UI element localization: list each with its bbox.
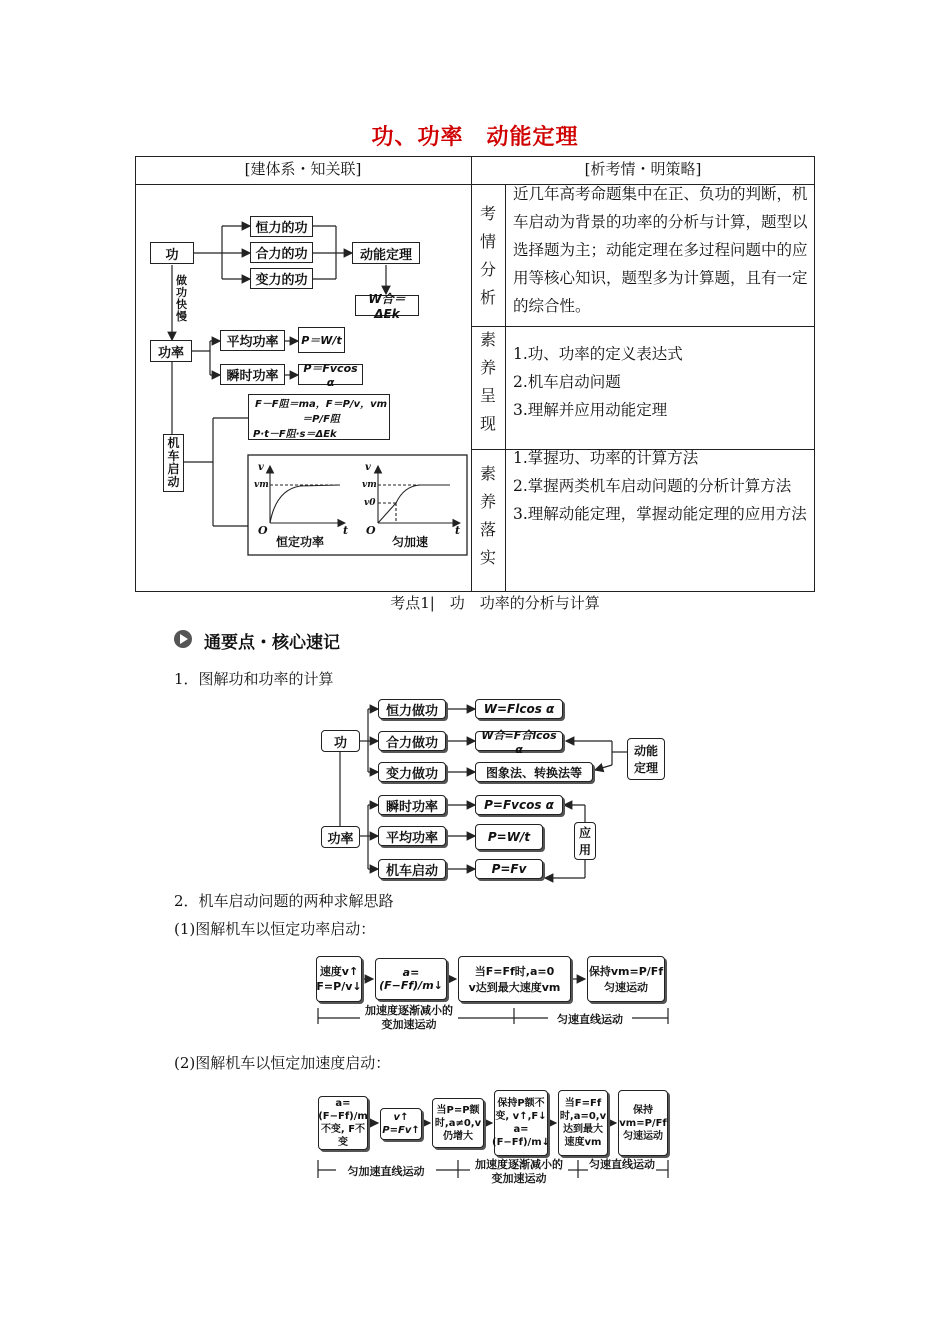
paragraph-3: (1)图解机车以恒定功率启动： [174,920,376,938]
paragraph-2: 2．机车启动问题的两种求解思路 [174,892,394,910]
list-item: 2.掌握两类机车启动问题的分析计算方法 [513,477,792,495]
net-work-equation: W合=F合lcos α [475,731,563,751]
work-node: 功 [321,730,360,752]
span-uniform: 匀速直线运动 [557,1013,623,1026]
graph1-axis-t: t [343,524,349,537]
graph1-vm: vm [254,480,269,490]
list-item: 1.功、功率的定义表达式 [513,345,683,363]
row-label-analysis: 考 情 分 析 [479,204,496,307]
graph2-vm: vm [362,480,377,490]
span-uniform-accel: 匀加速直线运动 [347,1165,425,1178]
graph2-origin: O [366,524,376,537]
graph2-axis-t: t [455,524,461,537]
uniform-motion-result: 匀速运动 [604,981,648,994]
locomotive-node: 机车启动 [163,434,184,492]
power-increase-node: v↑ P=Fv↑ [380,1108,422,1140]
graph1-origin: O [258,524,268,537]
graph2-axis-v: v [365,462,371,473]
loco-node: 机车启动 [378,859,446,879]
avg-power-equation: P=W/t [475,824,543,850]
const-work-equation: W=Flcos α [475,699,563,719]
theorem-node: 动能定理 [352,242,420,264]
list-item: 3.理解并应用动能定理 [513,401,668,419]
net-work-node: 合力做功 [378,731,446,751]
locomotive-eq-2: P·t－F阻·s＝ΔEk [253,428,337,440]
theorem-node: 动能定理 [627,738,665,780]
left-header: [建体系・知关联] [244,160,362,178]
rated-power-node: 当P=P额时,a≠0,v仍增大 [432,1098,484,1148]
span-uniform: 匀速直线运动 [589,1158,655,1171]
max-speed-condition: 当F=Ff时,a=0 [474,965,555,978]
power-node: 功率 [321,826,360,848]
var-work-node: 变力做功 [378,762,446,782]
loco-power-equation: P=Fv [475,859,543,879]
const-work-node: 恒力做功 [378,699,446,719]
uniform-motion-node: 保持vm=P/Ff 匀速运动 [618,1090,668,1156]
vertical-label: 做功快慢 [176,274,187,323]
analysis-text: 近几年高考命题集中在正、负功的判断，机车启动为背景的功率的分析与计算，题型以选择题为主；动能定理在多过程问题中的应用等核心知识，题型多为计算题，且有一定的综合性。 [513,185,808,315]
power-node: 功率 [150,340,192,362]
hold-rated-power-node: 保持P额不变, v↑,F↓ a=(F−Ff)/m↓ [494,1090,548,1156]
row-label-practice: 素 养 落 实 [479,464,496,567]
graph1-axis-v: v [258,462,264,473]
section-heading: 通要点・核心速记 [204,633,340,653]
inst-power-equation: P＝Fvcos α [298,364,363,385]
locomotive-eq-1: F－F阻＝ma，F＝P/v，vm＝P/F阻 [254,398,388,425]
var-force-work-node: 变力的功 [250,268,313,289]
avg-power-equation: P＝W/t [298,327,345,353]
inst-power-node: 瞬时功率 [378,795,446,815]
section-caption: 考点1| 功 功率的分析与计算 [390,594,600,612]
avg-power-node: 平均功率 [220,330,285,351]
apply-node: 应用 [574,822,596,860]
const-accel-node: a=(F−Ff)/m 不变, F不变 [318,1098,368,1148]
uniform-motion-condition: 保持vm=P/Ff [588,965,664,978]
list-item: 1.掌握功、功率的计算方法 [513,449,699,467]
list-item: 2.机车启动问题 [513,373,621,391]
paragraph-1: 1．图解功和功率的计算 [174,670,334,688]
span-decreasing-accel: 加速度逐渐减小的变加速运动 [365,1004,453,1031]
right-header: [析考情・明策略] [584,160,702,178]
list-item: 3.理解动能定理，掌握动能定理的应用方法 [513,505,807,523]
speed-force-node: 速度v↑ F=P/v↓ [316,956,362,1002]
var-work-method: 图象法、转换法等 [475,762,593,782]
avg-power-node: 平均功率 [378,826,446,846]
max-speed-node: 当F=Ff时,a=0,v达到最大速度vm [558,1090,608,1156]
theorem-equation: W合＝ΔEk [355,295,419,316]
work-node: 功 [150,242,194,264]
span-decreasing-accel: 加速度逐渐减小的变加速运动 [475,1158,563,1185]
inst-power-node: 瞬时功率 [220,364,285,385]
net-force-work-node: 合力的功 [250,242,313,263]
row-label-literacy: 素 养 呈 现 [479,330,496,433]
graph1-label: 恒定功率 [276,535,325,549]
graph2-v0: v0 [364,498,376,508]
inst-power-equation: P=Fvcos α [475,795,563,815]
const-force-work-node: 恒力的功 [250,216,313,237]
page-title: 功、功率 动能定理 [371,124,579,150]
max-speed-result: v达到最大速度vm [468,981,561,994]
graph2-label: 匀加速 [392,535,429,549]
accel-decrease-node: a=(F−Ff)/m↓ [375,958,447,1000]
paragraph-4: (2)图解机车以恒定加速度启动： [174,1054,391,1072]
